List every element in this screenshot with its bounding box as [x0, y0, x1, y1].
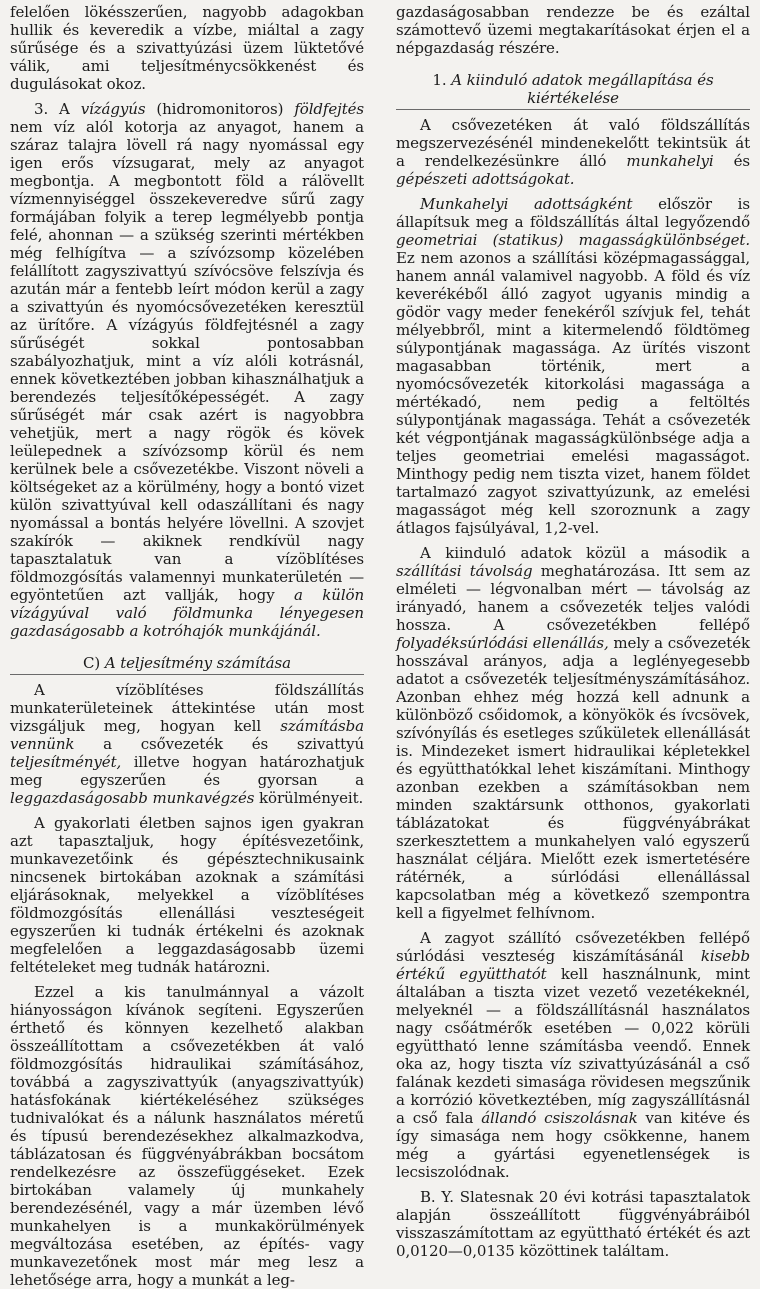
paragraph-initial-data [396, 116, 750, 188]
heading-title: A kiinduló adatok megállapítása és kiértékelése [451, 71, 714, 107]
emphasis-text: Munkahelyi adottságként [420, 195, 633, 213]
emphasis-text: számításba vennünk [10, 717, 364, 753]
text-run: (hidromonitoros) [145, 100, 295, 118]
paragraph-hydromonitor [10, 100, 364, 640]
paragraph-left-0: felelően lökésszerűen, nagyobb adagokban hullik és keveredik a vízbe, miáltal a zagy sűrűsége és a szivattyúzási üzem lüktetővé válik, ami teljesítménycsökkenést és dugulásokat okoz. [10, 3, 364, 93]
paragraph-friction-loss [396, 929, 750, 1181]
right-column [396, 3, 750, 1260]
paragraph-performance-intro [10, 681, 364, 807]
paragraph-distance [396, 544, 750, 922]
text-run: A csővezetéken át való földszállítás megszervezésénél mindenekelőtt tekintsük át a rendelkezésünkre álló [396, 116, 750, 170]
text-run: illetve hogyan határozhatjuk meg egyszerűen és gyorsan a [10, 753, 364, 789]
heading-number: 1. [432, 71, 447, 89]
text-run: nem víz alól kotorja az anyagot, hanem a száraz talajra lövell rá nagy nyomással egy igen erős vízsugarat, mely az anyagot megbontja. A megbontott föld a rálövellt vízmennyiséggel összekeveredve sűrű zagy formájában folyik a terep legmélyebb pontja felé, ahonnan — a szükség szerinti mértékben még felhígítva — a szívózsomp közelében felállított zagyszivattyú szívócsöve felszívja és azután már a fentebb leírt módon kerül a zagy a szivattyún és nyomócsővezetéken keresztül az ürítőre. A vízágyús földfejtésnél a zagy sűrűségét sokkal pontosabban szabályozhatjuk, mint a víz alóli kotrásnál, ennek következtében jobban kihasználhatjuk a berendezés teljesítőképességét. A zagy sűrűségét már csak azért is nagyobbra vehetjük, mert a nagy rögök és kövek leülepednek a szívózsomp körül és nem kerülnek bele a csővezetékbe. Viszont növeli a költségeket az a körülmény, hogy a bontó vizet külön szivattyúval kell odaszállítani és nagy nyomással a bontás helyére lövellni. A szovjet szakírók — akiknek rendkívül nagy tapasztalatuk van a vízöblítéses földmozgósítás valamennyi munkaterületén — egyöntetűen azt vallják, hogy [10, 118, 364, 604]
text-run: meghatározása. Itt sem az elméleti — légvonalban mért — távolság az irányadó, hanem a csővezeték teljes valódi hossza. A csővezetékben fellépő [396, 562, 750, 634]
emphasis-text: a külön vízágyúval való földmunka lényegesen gazdaságosabb a kotróhajók munkájánál. [10, 586, 365, 640]
text-run: A kiinduló adatok közül a második a [420, 544, 750, 562]
emphasis-text: szállítási távolság [396, 562, 533, 580]
text-run: A vízöblítéses földszállítás munkaterületeinek áttekintése után most vizsgáljuk meg, hogyan kell [10, 681, 364, 735]
text-run: Ez nem azonos a szállítási középmagassággal, hanem annál valamivel nagyobb. A föld és víz keverékéből álló zagyot ugyanis mindig a gödör vagy meder fenekéről szívjuk fel, tehát mélyebbről, mint a kitermelendő földtömeg súlypontjának magassága. Az ürítés viszont magasabban történik, mert a nyomócsővezeték kitorkolási magassága a mértékadó, nem pedig a feltöltés súlypontjának magassága. Tehát a csővezeték két végpontjának magasságkülönbsége adja a teljes geometriai emelési magasságot. Minthogy pedig nem tiszta vizet, hanem földet tartalmazó zagyot szivattyúzunk, az emelési magasságot még kell szoroznunk a zagy átlagos fajsúlyával, 1,2-vel. [396, 249, 750, 537]
heading-title: A teljesítmény számítása [104, 654, 291, 672]
paragraph-right-0: gazdaságosabban rendezze be és ezáltal számottevő üzemi megtakarításokat érjen el a népgazdaság részére. [396, 3, 750, 57]
paragraph-study-purpose: Ezzel a kis tanulmánnyal a vázolt hiányosságon kívánok segíteni. Egyszerűen érthető és könnyen kezelhető alakban összeállítottam a csővezetékben át való földmozgósítás hidraulikai számításához, továbbá a zagyszivattyúk (anyagszivattyúk) hatásfokának kiértékeléséhez szükséges tudnivalókat és a nálunk használatos méretű és típusú berendezésekhez alkalmazkodva, táblázatosan és függvényábrákban bocsátom rendelkezésre az összefüggéseket. Ezek birtokában valamely új munkahely berendezésénél, vagy a már üzemben lévő munkahelyen is a munkakörülmények megváltozása esetében, az építés- vagy munkavezetőnek most már meg lesz a lehetősége arra, hogy a munkát a leg- [10, 983, 364, 1289]
paragraph-practice: A gyakorlati életben sajnos igen gyakran azt tapasztaljuk, hogy építésvezetőink, munkavezetőink és gépésztechnikusaink nincsenek birtokában azoknak a számítási eljárásoknak, melyekkel a vízöblítéses földmozgósítás ellenállási veszteségeit egyszerűen ki tudnák értékelni és azoknak megfelelően a leggazdaságosabb üzemi feltételeket meg tudnák határozni. [10, 814, 364, 976]
text-run: 3. A [34, 100, 81, 118]
emphasis-text: állandó csiszolásnak [481, 1109, 638, 1127]
emphasis-text: kisebb értékű együtthatót [396, 947, 750, 983]
heading-underline [10, 674, 364, 675]
text-run: kell használnunk, mint általában a tiszta vizet vezető vezetékeknél, melyeknél — a földszállításnál használatos nagy csőátmérők esetében — 0,022 körüli együttható lenne számításba veendő. Ennek oka az, hogy tiszta víz szivattyúzásánál a cső falának kezdeti simasága rövidesen megszűnik a korrózió következtében, míg zagyszállításnál a cső fala [396, 965, 750, 1127]
text-run: körülményeit. [254, 789, 364, 807]
emphasis-text: geometriai (statikus) magasságkülönbséget. [396, 231, 750, 249]
section-heading-1 [396, 71, 750, 107]
section-heading-c [10, 654, 364, 672]
text-run: a csővezeték és szivattyú [74, 735, 364, 753]
heading-letter: C) [83, 654, 101, 672]
emphasis-text: földfejtés [294, 100, 364, 118]
emphasis-text: munkahelyi [626, 152, 714, 170]
emphasis-text: vízágyús [80, 100, 146, 118]
emphasis-text: gépészeti adottságokat. [396, 170, 575, 188]
left-column [10, 3, 364, 1289]
emphasis-text: folyadéksúrlódási ellenállás, [396, 634, 609, 652]
emphasis-text: leggazdaságosabb munkavégzés [10, 789, 255, 807]
emphasis-text: teljesítményét, [10, 753, 122, 771]
text-run: A zagyot szállító csővezetékben fellépő súrlódási veszteség kiszámításánál [396, 929, 750, 965]
text-run: mely a csővezeték hosszával arányos, adja a leglényegesebb adatot a csővezeték teljesítményszámításához. Azonban ehhez még hozzá kell adnunk a különböző csőidomok, a könyökök és ívcsövek, szívónyílás és esetleges szűkületek ellenállását is. Mindezeket ismert hidraulikai képletekkel és együtthatókkal lehet kiszámítani. Minthogy azonban ezekben a számításokban nem minden szaktársunk otthonos, gyakorlati táblázatokat és függvényábrákat szerkesztettem a munkahelyen való egyszerű használat céljára. Mielőtt ezek ismertetésére rátérnék, a súrlódási ellenállással kapcsolatban még a következő szempontra kell a figyelmet felhívnom. [396, 634, 750, 922]
paragraph-coefficient: B. Y. Slatesnak 20 évi kotrási tapasztalatok alapján összeállított függvényábráiból visszaszámítottam az együttható értékét és azt 0,0120—0,0135 közöttinek találtam. [396, 1188, 750, 1260]
paragraph-site-conditions [396, 195, 750, 537]
text-run: először is állapítsuk meg a földszállítás által legyőzendő [396, 195, 750, 231]
text-run: és [713, 152, 750, 170]
heading-underline [396, 109, 750, 110]
text-run: van kitéve és így simasága nem hogy csökkenne, hanem még a gyártási egyenetlenségek is lecsiszolódnak. [396, 1109, 751, 1181]
